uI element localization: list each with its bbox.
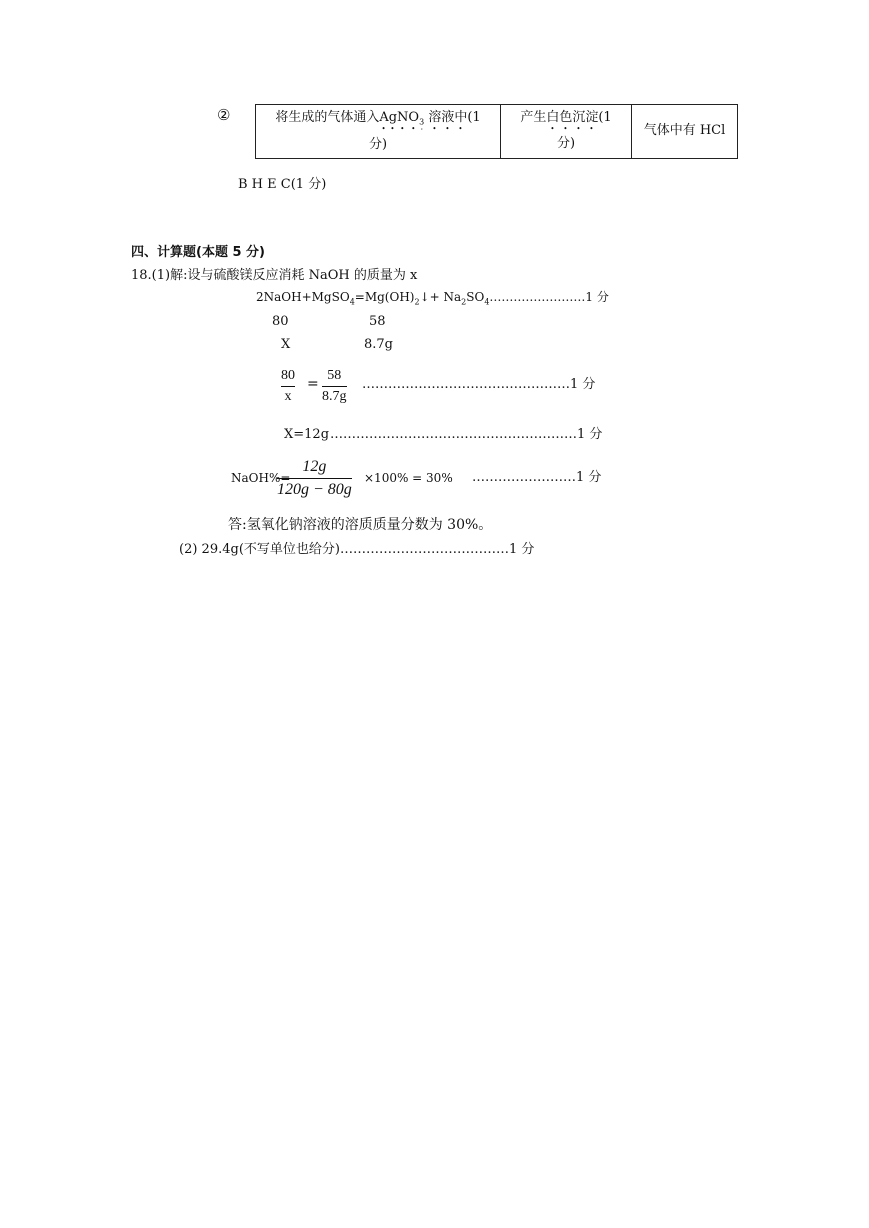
operation-text-2: 溶液中	[428, 110, 468, 125]
phenomenon-text: 产生	[520, 110, 547, 126]
result-score: …………………………………………………1 分	[330, 427, 603, 442]
table-row	[256, 105, 738, 159]
operation-score-open: (1	[467, 110, 481, 125]
order-answer: B H E C(1 分)	[238, 177, 327, 192]
percent-result: ×100% = 30%	[364, 471, 453, 485]
unknown-x: X	[281, 337, 291, 352]
experiment-table	[255, 104, 738, 159]
q18-part2: (2) 29.4g(不写单位也给分)…………………………………1 分	[179, 542, 535, 557]
phenomenon-score-close: 分)	[556, 136, 576, 152]
ratio-right-fraction: $\frac{58}{8.7g}$	[322, 368, 347, 404]
operation-score-close: 分)	[368, 136, 388, 152]
percent-score: ……………………1 分	[472, 470, 602, 485]
equation-score: ……………………1 分	[489, 290, 609, 304]
molar-mass-mgoh2: 58	[369, 314, 386, 329]
conclusion-text: 气体中有 HCl	[643, 123, 726, 139]
ratio-score: …………………………………………1 分	[362, 377, 596, 392]
percent-fraction: $\frac{12g}{120g - 80g}$	[277, 458, 352, 498]
percent-label: NaOH%=	[231, 471, 291, 485]
result-x: X=12g	[284, 427, 330, 442]
item-number: ②	[217, 106, 231, 124]
ratio-left-fraction: $\frac{80}{x}$	[281, 368, 295, 404]
phenomenon-cell	[501, 105, 632, 159]
chemical-equation: $2NaOH+MgSO_4=Mg(OH)_2↓+$ $Na_2SO_4\dots\dots\dots\dots\dots\dots\dots\dots 1$ 分	[256, 290, 609, 307]
q18-answer: 答:氢氧化钠溶液的溶质质量分数为 30%。	[228, 517, 493, 533]
operation-cell	[256, 105, 501, 159]
operation-chem: AgNO$_3$	[379, 110, 425, 127]
phenomenon-emphasis: 白色沉淀	[546, 110, 599, 126]
ratio-equals: =	[307, 376, 319, 392]
conclusion-cell	[632, 105, 738, 159]
known-mass: 8.7g	[364, 337, 393, 352]
operation-text-1: 将生成的气体通入	[275, 110, 380, 125]
phenomenon-score-open: (1	[598, 110, 612, 126]
q18-intro: 18.(1)解:设与硫酸镁反应消耗 NaOH 的质量为 x	[131, 268, 418, 283]
section-title: 四、计算题(本题 5 分)	[131, 245, 265, 260]
molar-mass-naoh: 80	[272, 314, 289, 329]
